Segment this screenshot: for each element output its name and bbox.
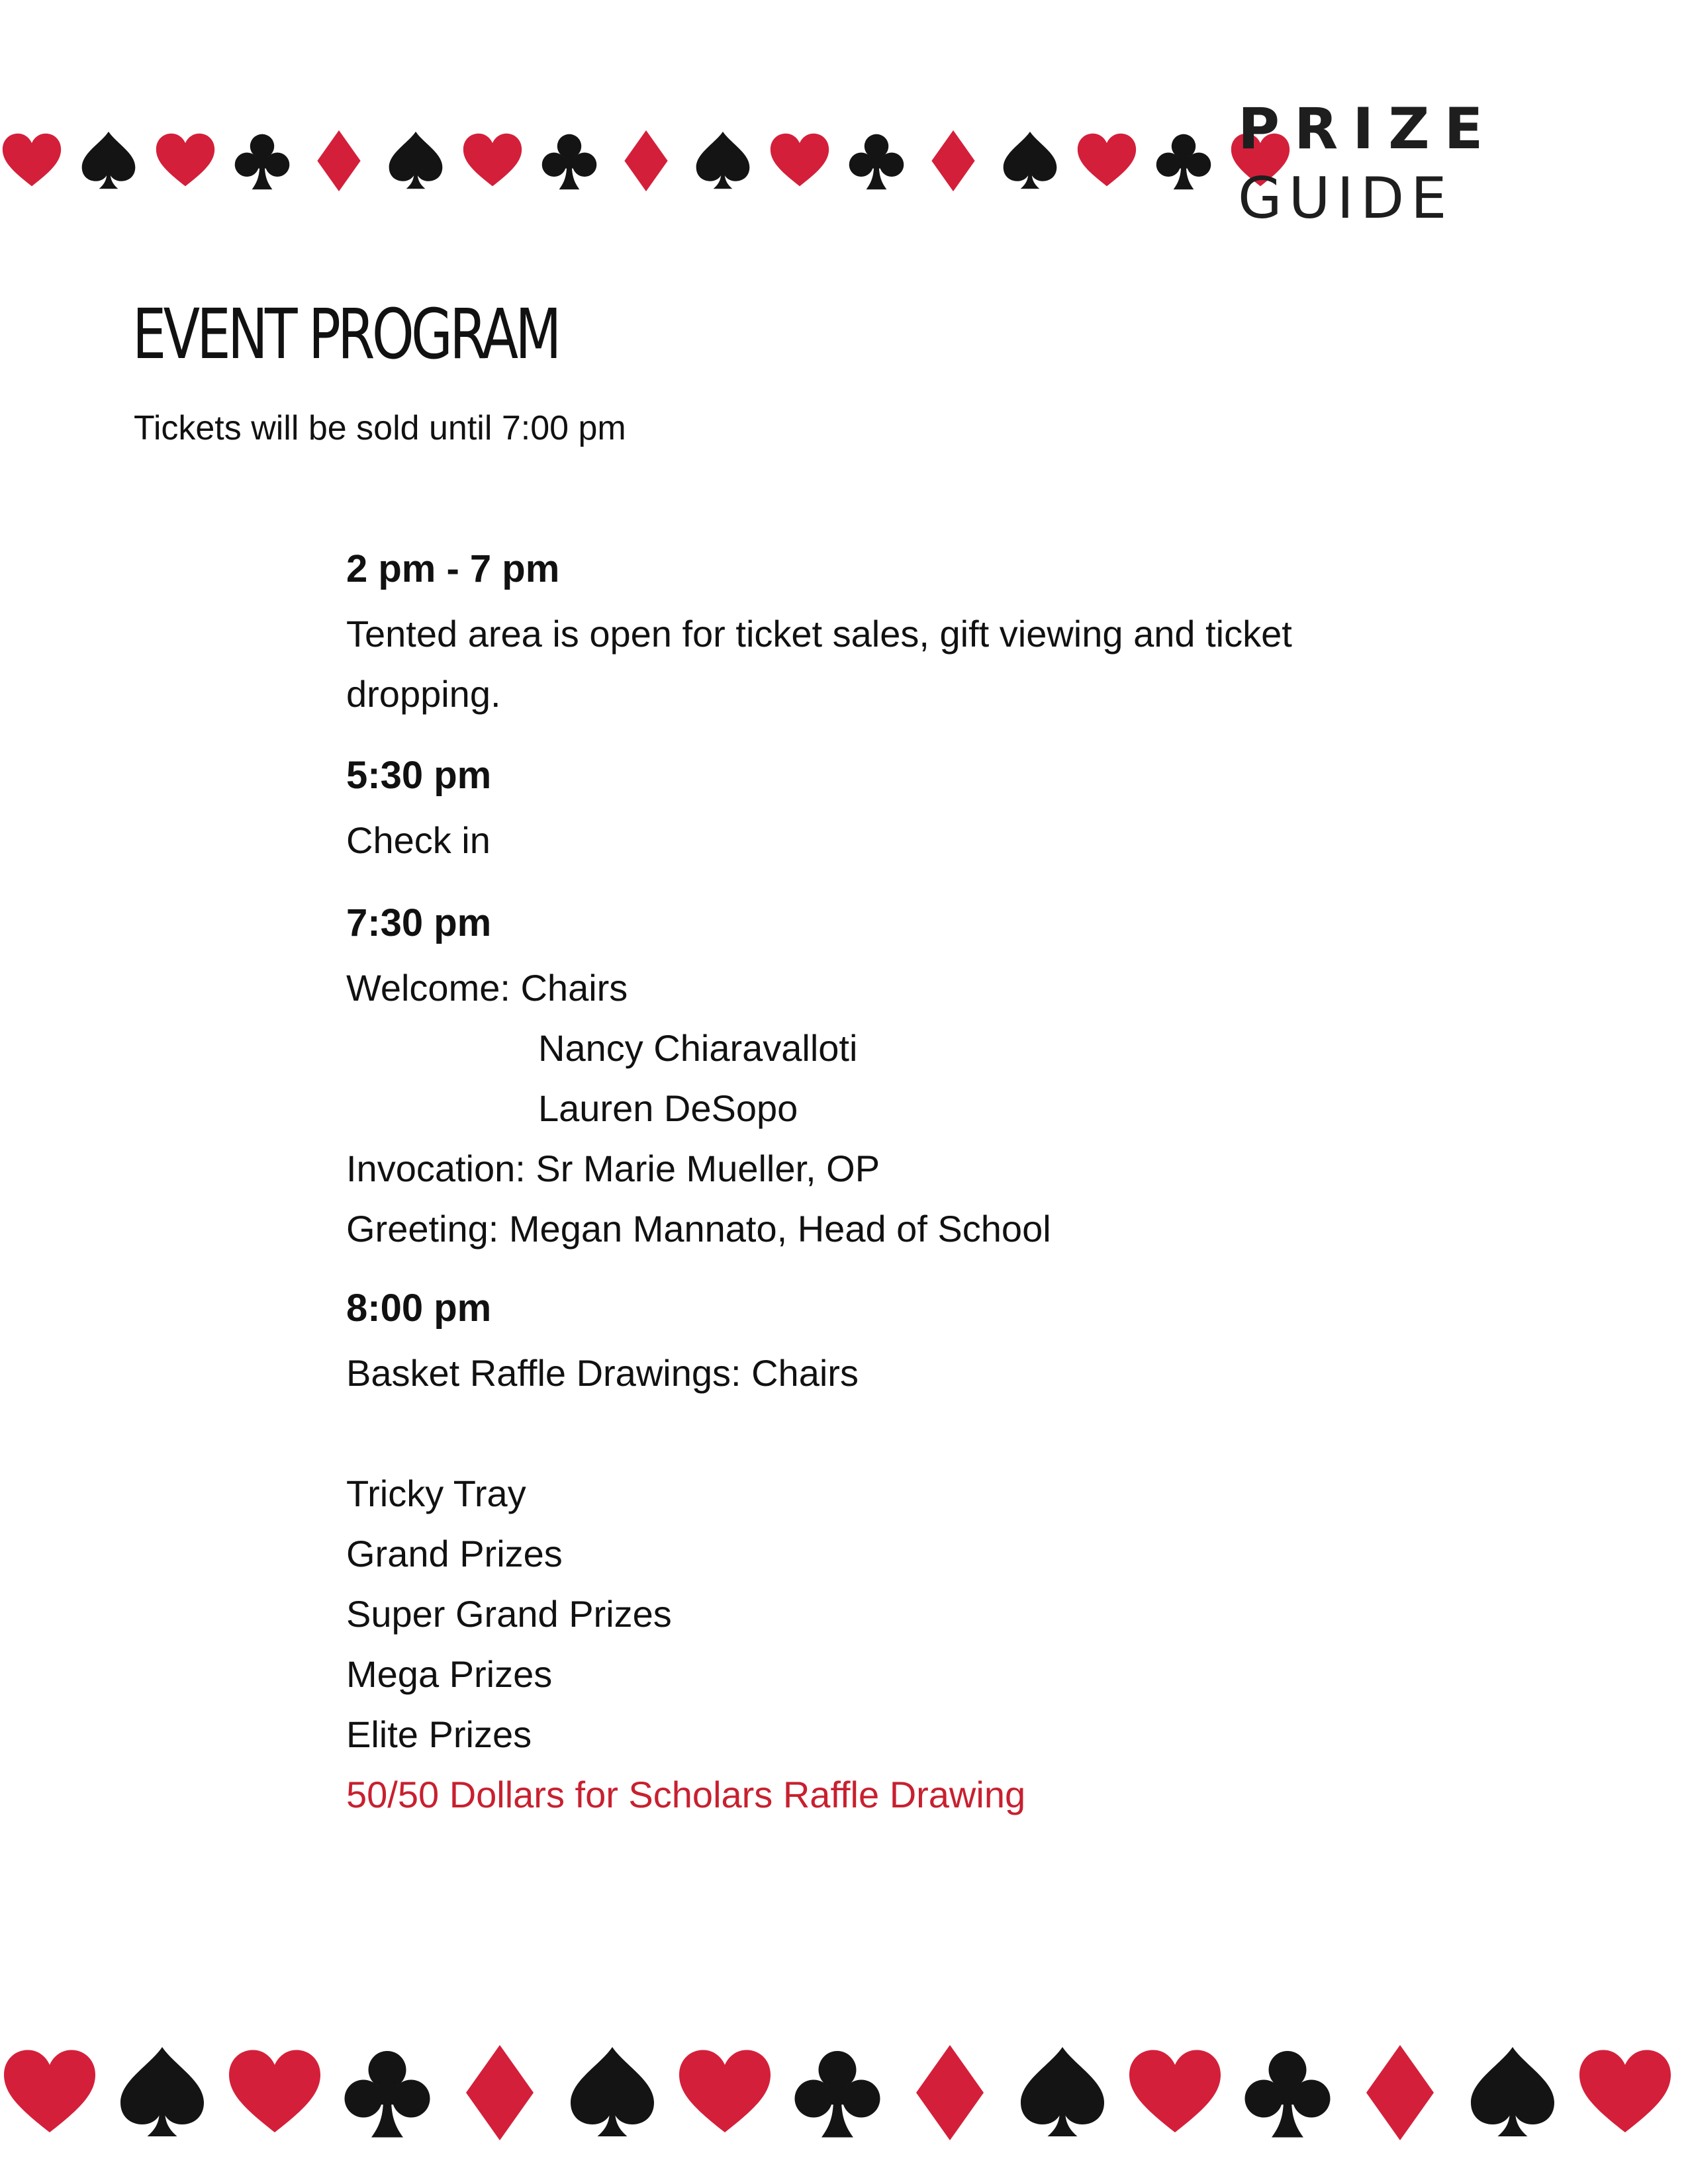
heart-icon — [1575, 2043, 1675, 2142]
heart-icon — [0, 2043, 99, 2142]
heart-icon — [0, 129, 64, 193]
heart-icon — [1075, 129, 1139, 193]
prize-guide-title — [1238, 96, 1497, 235]
program-line: dropping. — [346, 673, 501, 715]
diamond-icon — [1350, 2043, 1450, 2142]
club-icon — [230, 129, 294, 193]
program-line: Welcome: Chairs — [346, 967, 628, 1009]
club-icon — [338, 2043, 437, 2142]
spade-icon — [998, 129, 1062, 193]
top-suits-border — [0, 129, 1305, 193]
program-section — [346, 897, 1405, 1259]
program-line: Grand Prizes — [346, 1533, 563, 1574]
program-line: Lauren DeSopo — [538, 1087, 798, 1129]
club-icon — [538, 129, 601, 193]
diamond-icon — [307, 129, 371, 193]
club-icon — [1238, 2043, 1337, 2142]
page-title: EVENT PROGRAM — [132, 294, 559, 375]
heart-icon — [225, 2043, 324, 2142]
club-icon — [845, 129, 908, 193]
spade-icon — [77, 129, 140, 193]
spade-icon — [563, 2043, 662, 2142]
guide-word: GUIDE — [1238, 165, 1454, 232]
program-line: Super Grand Prizes — [346, 1593, 672, 1635]
program-line: Tented area is open for ticket sales, gift viewing and ticket — [346, 613, 1292, 655]
heart-icon — [154, 129, 217, 193]
diamond-icon — [921, 129, 985, 193]
club-icon — [1152, 129, 1215, 193]
program-line: Invocation: Sr Marie Mueller, OP — [346, 1148, 880, 1189]
program-line: Elite Prizes — [346, 1713, 532, 1755]
spade-icon — [113, 2043, 212, 2142]
program-time: 8:00 pm — [346, 1287, 492, 1330]
heart-icon — [768, 129, 831, 193]
program-list — [346, 543, 1405, 1825]
spade-icon — [384, 129, 447, 193]
program-time: 5:30 pm — [346, 754, 492, 797]
prize-word: PRIZE — [1238, 96, 1498, 162]
raffle-drawing-line: 50/50 Dollars for Scholars Raffle Drawing — [346, 1774, 1026, 1815]
heart-icon — [1125, 2043, 1225, 2142]
spade-icon — [1463, 2043, 1562, 2142]
program-time: 2 pm - 7 pm — [346, 547, 560, 590]
spade-icon — [1013, 2043, 1112, 2142]
diamond-icon — [900, 2043, 1000, 2142]
diamond-icon — [614, 129, 678, 193]
program-line: Tricky Tray — [346, 1473, 526, 1514]
program-line: Nancy Chiaravalloti — [538, 1027, 858, 1069]
spade-icon — [691, 129, 755, 193]
club-icon — [788, 2043, 887, 2142]
bottom-suits-border — [0, 2040, 1688, 2146]
program-section — [346, 543, 1405, 724]
program-section — [346, 749, 1405, 870]
diamond-icon — [450, 2043, 549, 2142]
program-line: Check in — [346, 819, 491, 861]
program-line: Greeting: Megan Mannato, Head of School — [346, 1208, 1051, 1250]
ticket-note: Tickets will be sold until 7:00 pm — [134, 409, 626, 447]
heart-icon — [461, 129, 524, 193]
heart-icon — [675, 2043, 774, 2142]
program-line: Mega Prizes — [346, 1653, 553, 1695]
program-line: Basket Raffle Drawings: Chairs — [346, 1352, 859, 1394]
program-time: 7:30 pm — [346, 901, 492, 944]
program-section — [346, 1282, 1405, 1825]
